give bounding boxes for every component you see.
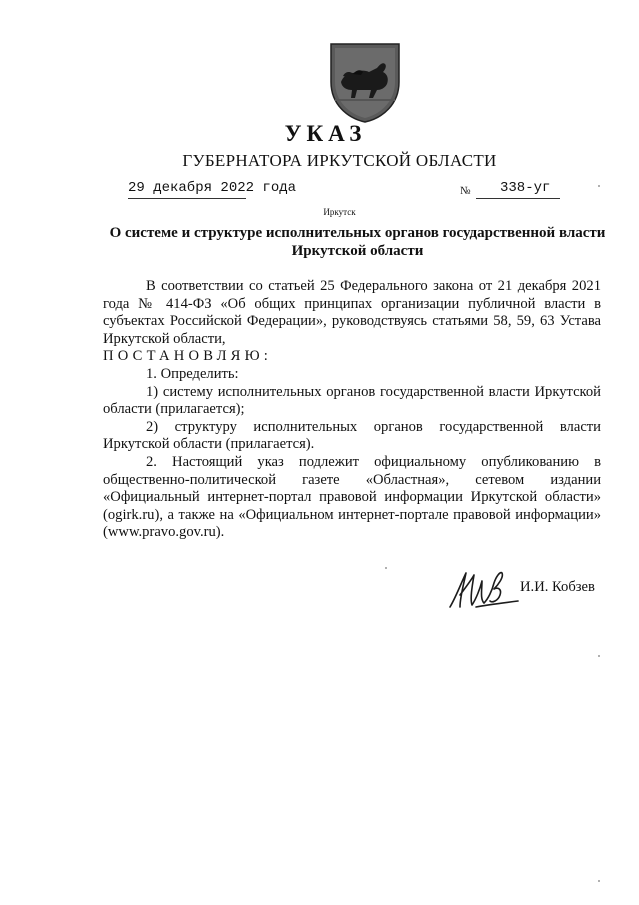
item-1-1: 1) систему исполнительных органов государственной власти Иркутской области (прилагается); xyxy=(103,383,601,418)
scan-speck xyxy=(598,880,600,882)
city-name: Иркутск xyxy=(323,207,356,217)
document-body xyxy=(103,278,601,542)
date-underline xyxy=(128,198,246,199)
document-title: УКАЗ xyxy=(284,121,367,146)
item-2: 2. Настоящий указ подлежит официальному опубликованию в общественно-политической газете «Областная», сетевом издании «Официальный интернет-портал правовой информации Иркутской области» (ogirk.ru), а также на «Официальном интернет-портале правовой информации» (www.pravo.gov.ru). xyxy=(103,453,601,541)
signer-name: И.И. Кобзев xyxy=(520,579,595,595)
number-sign: № xyxy=(460,185,471,197)
number-underline xyxy=(476,198,560,199)
decree-word: ПОСТАНОВЛЯЮ: xyxy=(103,348,273,365)
document-date: 29 декабря 2022 года xyxy=(128,180,297,196)
heading-line-1: О системе и структуре исполнительных органов государственной власти xyxy=(109,225,606,241)
scan-speck xyxy=(385,567,387,569)
heading-line-2: Иркутской области xyxy=(291,243,424,259)
handwritten-signature xyxy=(446,567,520,611)
item-1: 1. Определить: xyxy=(146,365,239,382)
document-number: 338-уг xyxy=(500,180,551,196)
scan-speck xyxy=(598,655,600,657)
scan-speck xyxy=(598,185,600,187)
intro-paragraph: В соответствии со статьей 25 Федерального закона от 21 декабря 2021 года № 414-ФЗ «Об общих принципах организации публичной власти в субъектах Российской Федерации», руководствуясь статьями 58, 59, 63 Устава Иркутской области, xyxy=(103,278,601,347)
document-heading xyxy=(100,224,615,260)
coat-of-arms-emblem xyxy=(325,42,405,124)
document-subtitle: ГУБЕРНАТОРА ИРКУТСКОЙ ОБЛАСТИ xyxy=(182,151,497,170)
item-1-2: 2) структуру исполнительных органов государственной власти Иркутской области (прилагается). xyxy=(103,418,601,453)
